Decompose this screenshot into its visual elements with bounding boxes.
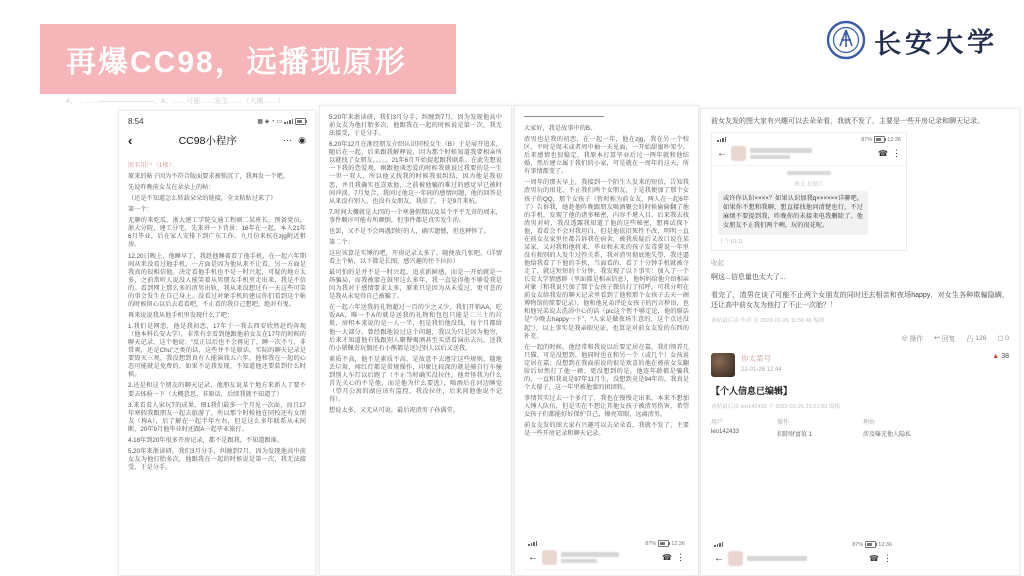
like-icon: 凸 <box>966 336 974 344</box>
paragraph: 在一起六年送我的礼物超过一百的少之又少，我们开销AA，吃饭AA，唯一不A的就是送我的礼物和包包只能是二三十的垃圾，房租本来说的是一人一半，但是我怕他没钱，每个月都给他一大部分，曾经跟他说过这个问题，我以为只是因为他穷，后来才知道他有钱跟别人聚餐喝酒甚至买票看演出去玩，送我的小猪佩奇玩偶还有小熊都是送过别人以后又送我。 <box>329 304 502 352</box>
post-body-page1 <box>128 173 306 472</box>
post-body-page3 <box>524 125 689 438</box>
paragraph: 1.我们是网恋，他是我初恋，17年十一我去西安欣然赴约奔现（他本科长安大学），非常有幸看到他跟他前女友在17年的时候的聊天记录，这个他说：“反正以后也不会再见了，睡一次不亏，非常爽，还是Chu”之类的话，这些并不是原话，实际的聊天记录是要毁灭三观，我没想到真有人能演戏五六年，他和我在一起的心态可能就是免费的，如果不是我发现，不知道他还要装到什么时候。 <box>128 323 306 379</box>
avatar[interactable] <box>731 146 746 161</box>
paragraph: 一周年的那天早上，我接到一个陌生人发来的短信，告知我渣男玩的很花，不止我们两个女朋友，于是我便加了那个女孩子的QQ，那个女孩子（暂时称为前女友，两人在一起6年了）告诉我，她趁他昨晚跟朋友喝酒聚会的时候偷偷翻了他的手机，发现了他的诸多秘密，内容不堪入目。后来我去找渣男对峙，我没透露我知道了他的这些秘密，想再试探下他，看看会不会对我坦白，但是他依旧死性不改，明明一直在前女友家里住都告诉我在宿舍，被我质疑后又改口说在某某家，又对我和他将来、毕业和未来的孩子发毒誓说一年里没有和别的人发生过性关系，我对渣男彻底地失望，我还逼他给我看了下他的手机，当面看的，看了十分钟手机就被夺走了，就这短短的十分钟，我发现了以下事实：加入了一个长安大学情感群（里面都是相亲信息），他妈妈给他介绍相亲对象（和我说只加了那个女孩子微信打了招呼，可我分明在前女友给我发的聊天记录里看到了他和那个女孩子去天一阁博物馆的简要记录），他和他兄弟评论女孩子的污言秽语，也和他兄弟说去洗浴中心的话（pic这个暂不够定论，他的原话是“今晚去happy一下”，“人家是做夜场生意的，这个点还没起”），以上事实是我亲眼见证，也算是对前女友发的东西的补充。 <box>524 179 689 340</box>
status-time: 12:36 <box>878 541 892 548</box>
misc-status-icons: ▦ ◈ ◔ ▭ <box>257 119 282 125</box>
chat-header <box>709 549 897 570</box>
paragraph: 7.时间大概就是大四的一个寒暑假期以及某个平平无奇的周末，事件顺序可能有所颠倒，但事件都是真实发生的。 <box>329 208 502 224</box>
reply-button[interactable]: ↩ 回复 <box>934 335 956 344</box>
status-time: 12:36 <box>887 136 901 143</box>
capsule-close-icon[interactable]: ◉ <box>298 135 306 145</box>
chat-day-note: 昨天 星期六 <box>794 182 824 189</box>
username[interactable]: 你太菜号 <box>741 354 771 364</box>
paragraph: 最可怕的是并不是一时兴起，追求新鲜感，而是一开始就是一场骗局，而我被蒙在鼓里这么多年，我一直觉得他不够爱我是因为我对于感情要求太多，原来只是因为从未爱过，更可悲的是我从未觉得自己被骗了。 <box>329 269 502 301</box>
paragraph: 6.20年12月在浙经朋友介绍认识同校女生（B）于是展开追求，随后在一起，后来跟我解释说，因为那个时候知道我要相亲所以就找了女朋友。。。。。21年6月开始提起跟我联系。在此先想说一下我的恋爱观，刚跟他谈恋爱的时候我就说过我要的是一生一世一双人，所以他又找我的时候我很纠结，因为他是我初恋，并且我确实也喜欢他，之前被他骗的难过的感觉早已被时间冲淡，7月复合，我问过他这一年间的感情问题，他的回答是从来没有别人，也没有女朋友，我信了，于是9月来杭。 <box>329 141 502 205</box>
paragraph: 渣男也是我的初恋，在一起一年，他在zjg，我在另一个校区，平时是周末或者周中抽一天见面，一开始甜蜜吵架少，后来感情也很稳定，我原本打算毕业后过一两年就和他结婚，然后建立属于我们的小家，可是就在一周年的这天，所有事情都变了。 <box>524 136 689 176</box>
paragraph: 第二个： <box>329 238 354 246</box>
screenshot-cc98-page1 <box>118 110 316 576</box>
intro-text: 前女友发的图大家有兴趣可以去朵朵看，我就不发了，主要是一些开房记录和聊天记录。 <box>711 118 984 125</box>
battery-percent: 87% <box>861 136 873 143</box>
paragraph: 在一起的时候，他经常和我说以后要定居在嘉，我们领养几只猫，可是没想到，他同时也在和另一个（或几个）女孩说定居在嘉；没想到在我面前说的很是欢喜的他在被前女友翻脸后居然打了他一顿；更没想到的是，他连年龄都是骗我的，一直和我说是97年11月生，没想到竟是94年的，我真是个大傻子，这一年里被他蒙的团团转。 <box>524 343 689 391</box>
miniprogram-title: CC98小程序 <box>178 135 237 147</box>
post-body-page2 <box>329 114 502 415</box>
paragraph: 素质不高，他不是素质不高，是故意不去遵守这些规则，随地丢垃圾，闯红灯都是常规操作，印象比较深的就是骑自行车撞到别人车灯以后跑了（不止当时确实没拉住，他责怪我为什么首先关心的不是他，而是他为什么要逃），喝酒后在河边睡觉（望月公寓的湖应该有监控，我没拉住，后来问他他说不记得）。 <box>329 355 502 403</box>
chat-timestamp: 上午10:11 <box>719 239 744 246</box>
phone-call-icon[interactable]: ☎ <box>869 554 879 563</box>
screenshot-cc98-page3 <box>514 105 699 576</box>
status-time: 12:36 <box>671 540 685 547</box>
miniprogram-nav-bar <box>128 133 306 148</box>
edit-note: 该帖最后由 作者 在 2022-01-26 11:56:46 编辑 <box>711 318 825 325</box>
paragraph: 5.20年来浙读研，我们3月分手，纠缠到7月，因为发现他高中前女友为他打胎多次，他跟我在一起的时候说是第一次，我无法接受，于是分手。 <box>128 447 306 471</box>
chat-header <box>523 548 690 570</box>
back-icon[interactable]: ← <box>717 148 727 160</box>
battery-icon <box>295 118 306 125</box>
kebab-menu-icon[interactable]: ⋮ <box>676 552 685 562</box>
reply-post <box>711 353 1009 438</box>
status-icons <box>257 118 306 125</box>
paragraph: 原来的帖子因为不符合版面要求被锁沉了，我再发一个吧。 <box>128 173 289 180</box>
table-cell-reason: 涉及曝光他人隐私 <box>863 432 912 439</box>
kebab-menu-icon[interactable]: ⋮ <box>883 553 892 563</box>
hot-icon: ▲ <box>992 353 1000 361</box>
reply-icon: ↩ <box>934 335 940 343</box>
title-banner <box>40 24 456 94</box>
paragraph: 3.来看看人家玩T的成果，图1我们最多一个月见一次面，而且17年寒假我跟朋友一起去旅游了，所以那个时候他在同校还有女朋友（称A），后了解在一起半年左右，但是这么多年联系从未间断，20年9月他毕业时还跟A一起毕业旅行。 <box>128 401 306 433</box>
signal-icon <box>714 542 723 547</box>
paragraph: 也罢，又不是不会再遇到好的人，确实遗憾，但也释怀了。 <box>329 227 490 235</box>
redacted-contact-name <box>747 556 865 561</box>
column-header: 用户 <box>711 420 724 427</box>
battery-icon <box>874 136 885 143</box>
redacted-contact-name <box>561 552 658 563</box>
phone-status-bar <box>128 117 306 126</box>
paragraph: 想说太多，又无从可说，最后祝渣男子孙满堂。 <box>329 407 459 415</box>
paragraph: 12.20日晚上，他睡早了，我趁他睡着看了他手机，在一起六年期间从来没看过他手机，一方面是因为他从来不让看，另一方面是我真的很相信他。决定看他手机也不是一时兴起，可疑的地方太多，之前常听人说没人能笑着从男朋友手机里走出来，我是不信的。看到网上那么多的渣男出轨，我从来没想过有一天这些可笑的事会发生在自己身上。没看过对象手机的建议你们看到这个帖的时候留心以后去看看吧，不止看的我自己想吧，绝对有鬼。 <box>128 252 306 308</box>
signal-icon <box>528 541 537 546</box>
kebab-menu-icon[interactable]: ⋮ <box>892 148 901 159</box>
collapse-link[interactable]: 收起 <box>711 260 724 268</box>
screenshot-cc98-page2 <box>319 105 512 576</box>
paragraph: 再来说说我从他手机里发现什么了吧： <box>128 311 234 319</box>
chat-screenshot-fragment <box>701 535 905 575</box>
action-icon: ◎ <box>901 335 908 343</box>
comment-short: 啊这...信息量也太大了... <box>711 274 786 282</box>
comment-long: 看完了，渣男在谈了可能不止两个女朋友的同时还去相亲和夜场happy，对女生各种欺骗隐瞒，还让高中前女友为他打了不止一次胎？！ <box>711 292 1009 310</box>
chat-header <box>712 144 906 166</box>
paragraph: 无聊的来吃瓜，浙大建工学院交通工程硕二某班长，预备党员，浙大分院，建工分宅，先来讲一下背景：16年在一起，本人21年6月毕业，后在家人安排下到广东工作，九月份来杭在zjg附近租房。 <box>128 217 306 249</box>
comment-count-button[interactable]: ◻ 0 <box>997 334 1009 343</box>
university-emblem-icon <box>826 20 866 60</box>
battery-percent: 87% <box>852 541 864 548</box>
post-body-redacted: 【个人信息已编辑】 <box>711 386 793 397</box>
signal-icon <box>717 137 726 142</box>
edit-note: 该帖最后由 leo142433 于 2022-01-26 21:21:53 编辑 <box>711 404 841 411</box>
slide-title: 再爆CC98，远播现原形 <box>66 46 407 79</box>
post-action-bar <box>711 333 1009 343</box>
back-icon[interactable]: ← <box>714 553 724 564</box>
redacted-note <box>712 170 906 176</box>
post-date: 22-01-26 12:44 <box>741 367 782 374</box>
like-button[interactable]: 凸 126 <box>966 334 987 344</box>
paragraph: 大家好，我是故事中的B。 <box>524 125 597 132</box>
paragraph: 这应该算是实锤的吧，开房记录太多了，随便放几张吧。（详情看上个帖，以下都是长图，感兴趣的往下拉拉） <box>329 249 502 265</box>
paragraph: 第一个： <box>128 206 153 214</box>
battery-percent: 87% <box>645 540 657 547</box>
faint-subtitle: 4、………————————、A、……可能……发生……（大概……） <box>66 98 285 105</box>
phone-call-icon[interactable]: ☎ <box>662 553 672 562</box>
paragraph: （还是不知道怎么转载朵朵的链接，全文粘贴过来了） <box>128 195 277 203</box>
chat-message-bubble: 或许你认识××××？如果认识加我q××××××详聊吧。如果你不想和我聊，想直接找他问清楚也行，不过麻烦不要提到我，昨晚你的未接来电我删除了。他女朋友不止我们两个咧，玩的很花呢。 <box>718 191 868 235</box>
paragraph: 前女友发的图大家有兴趣可以去朵朵看，我就不发了，主要是一些开房记录和聊天记录。 <box>524 422 689 438</box>
paragraph: 4.18年到20年很多开房记录，都不是跟我，不知道跟谁。 <box>128 436 284 444</box>
signal-icon <box>284 119 293 124</box>
table-cell-user: leo142433 <box>711 429 740 436</box>
phone-call-icon[interactable]: ☎ <box>878 149 888 159</box>
back-icon[interactable]: ‹ <box>128 133 133 148</box>
avatar[interactable] <box>728 551 743 566</box>
comment-icon: ◻ <box>997 335 1004 343</box>
post-author-line: 匿名用户（1楼）： <box>128 162 178 169</box>
redacted-contact-name <box>750 148 874 159</box>
university-name: 长安大学 <box>873 26 999 60</box>
chat-screenshot <box>711 132 907 251</box>
moderation-table <box>711 417 1009 438</box>
column-header: 理由 <box>863 420 876 427</box>
action-button[interactable]: ◎ 操作 <box>901 335 924 344</box>
chat-status-bar <box>523 537 690 548</box>
battery-icon <box>865 541 876 548</box>
screenshot-cc98-page4 <box>700 108 1020 576</box>
university-logo <box>826 20 998 60</box>
avatar[interactable] <box>711 353 735 377</box>
table-cell-operation: 扣除财富值 1 <box>777 432 813 439</box>
paragraph: 5.20年来浙读研，我们3月分手，纠缠到7月，因为发现他高中前女友为他打胎多次，他跟我在一起的时候说是第一次，我无法接受，于是分手。 <box>329 114 502 138</box>
column-header: 操作 <box>777 420 790 427</box>
hot-badge <box>992 353 1009 360</box>
hot-count: 38 <box>1001 353 1009 361</box>
paragraph: 先说昨晚前女友在朵朵上的帖： <box>128 184 215 192</box>
battery-icon <box>658 540 669 547</box>
more-icon[interactable]: ⋯ <box>283 135 293 145</box>
chat-status-bar <box>709 538 897 549</box>
avatar[interactable] <box>542 550 557 565</box>
chat-screenshot-fragment <box>515 534 698 575</box>
status-time: 8:54 <box>128 117 144 126</box>
paragraph: 2.还是和这个朋友的聊天记录，他朋友说某个地方来新人了要不要去体验一下（大概意思，非原话，后续我就不知道了） <box>128 382 306 398</box>
back-icon[interactable]: ← <box>528 552 538 563</box>
chat-status-bar <box>712 133 906 144</box>
paragraph: 事情其实过去一个多月了，我也在慢慢走出来，本来不想加入锤人队伍，但是实在不想让其他女孩子被渣男伤害，希望女孩子们都能好好保护自己，擦亮双眼，远离渣男。 <box>524 395 689 419</box>
section-divider <box>524 116 604 117</box>
